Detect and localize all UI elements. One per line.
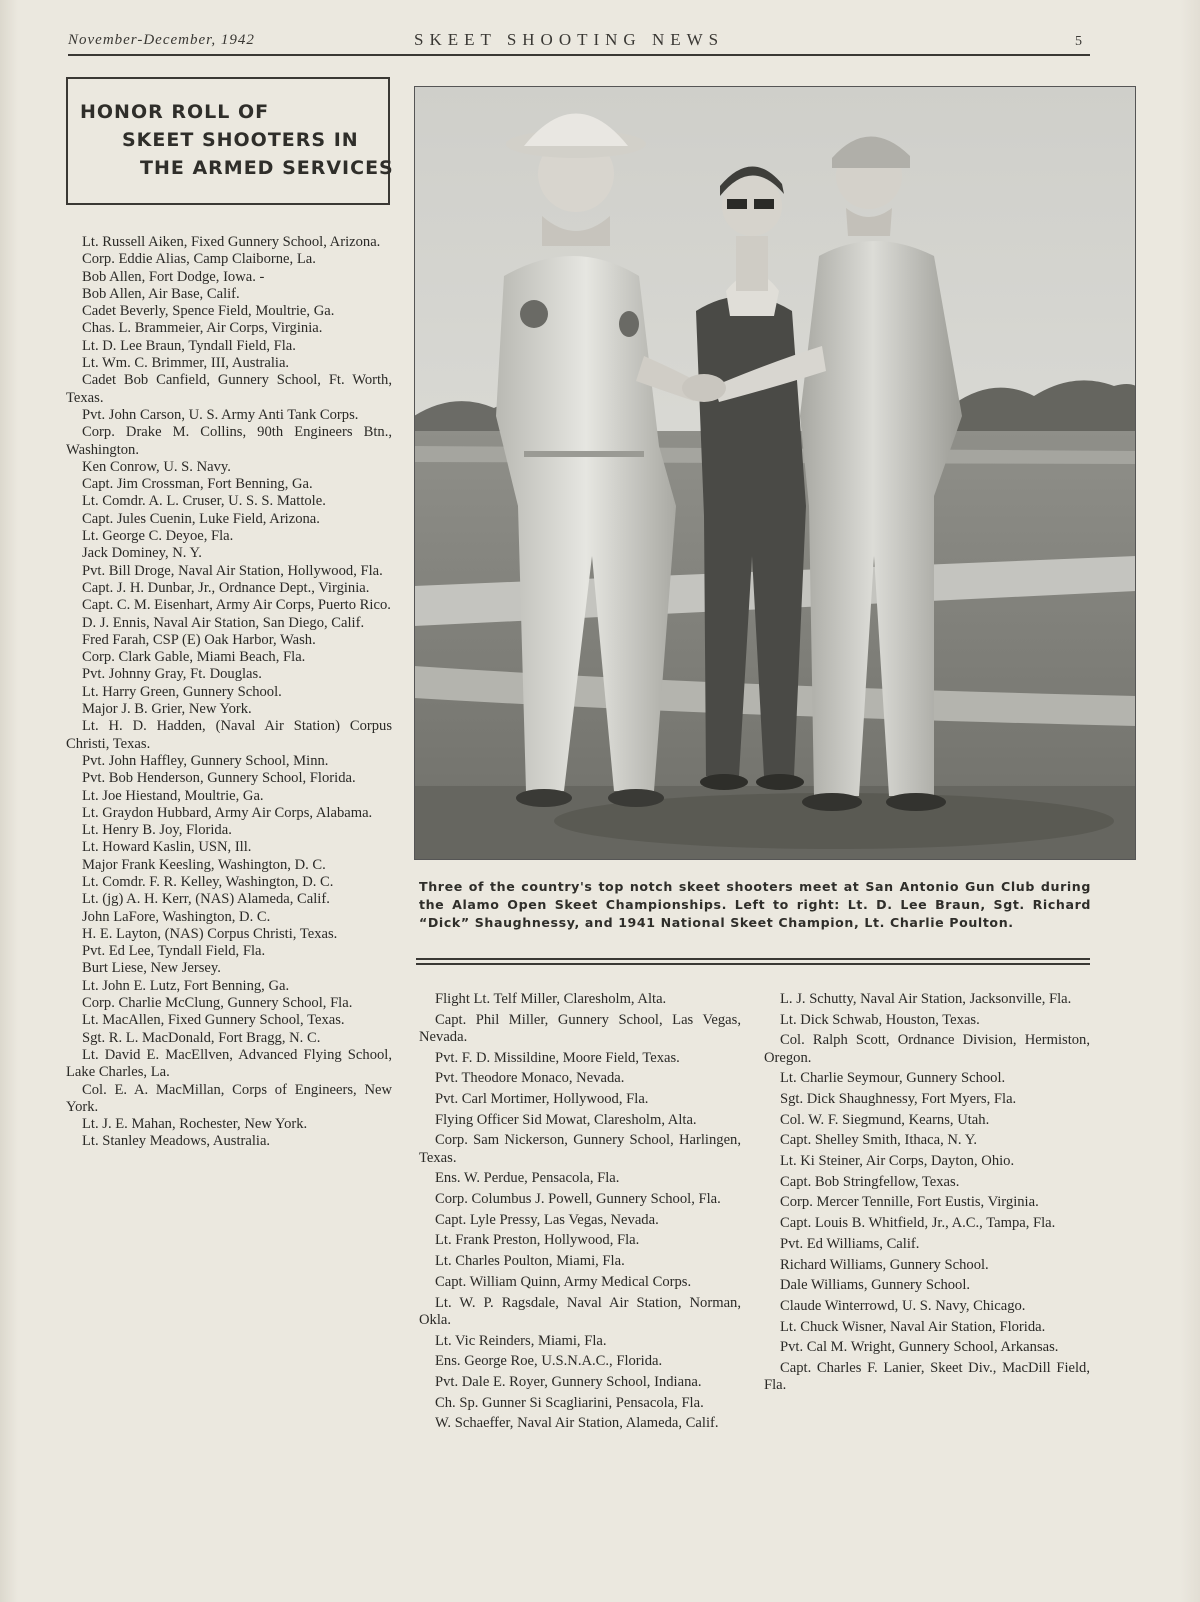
honor-roll-entry: Lt. H. D. Hadden, (Naval Air Station) Corpus Christi, Texas. [66, 718, 392, 752]
honor-roll-entry: John LaFore, Washington, D. C. [82, 908, 271, 925]
honor-roll-entry: Corp. Drake M. Collins, 90th Engineers Btn., Washington. [66, 424, 392, 458]
honor-roll-entry: Cadet Bob Canfield, Gunnery School, Ft. Worth, Texas. [66, 372, 392, 406]
honor-roll-entry: Lt. J. E. Mahan, Rochester, New York. [82, 1116, 308, 1133]
honor-roll-entry: Lt. Graydon Hubbard, Army Air Corps, Alabama. [82, 804, 373, 821]
honor-roll-entry: Pvt. Carl Mortimer, Hollywood, Fla. [435, 1091, 649, 1108]
honor-roll-heading-line-1: HONOR ROLL OF [80, 101, 270, 123]
honor-roll-entry: Lt. David E. MacEllven, Advanced Flying School, Lake Charles, La. [66, 1046, 392, 1081]
honor-roll-heading-line-3: THE ARMED SERVICES [140, 157, 394, 179]
honor-roll-entry: Pvt. Bob Henderson, Gunnery School, Florida. [82, 770, 356, 787]
honor-roll-entry: Lt. Harry Green, Gunnery School. [82, 683, 282, 700]
honor-roll-entry: Ens. George Roe, U.S.N.A.C., Florida. [435, 1353, 663, 1370]
honor-roll-entry: Bob Allen, Fort Dodge, Iowa. - [82, 268, 265, 285]
honor-roll-entry: Col. W. F. Siegmund, Kearns, Utah. [780, 1111, 990, 1128]
honor-roll-entry: Corp. Clark Gable, Miami Beach, Fla. [82, 649, 306, 666]
photo-caption: Three of the country's top notch skeet shooters meet at San Antonio Gun Club during the Alamo Open Skeet Championships. Left to right: Lt. D. Lee Braun, Sgt. Richard “Dick” Shaughnessy, and 1941 National Skeet Champion, Lt. Charlie Poulton. [419, 879, 1091, 930]
header-rule [68, 54, 1090, 56]
honor-roll-entry: Richard Williams, Gunnery School. [780, 1256, 989, 1273]
honor-roll-entry: Lt. W. P. Ragsdale, Naval Air Station, Norman, Okla. [419, 1294, 741, 1328]
honor-roll-column-3 [764, 991, 1090, 1398]
honor-roll-entry: Fred Farah, CSP (E) Oak Harbor, Wash. [82, 631, 316, 648]
honor-roll-entry: Dale Williams, Gunnery School. [780, 1277, 971, 1294]
honor-roll-entry: Pvt. John Haffley, Gunnery School, Minn. [82, 752, 329, 769]
honor-roll-entry: Jack Dominey, N. Y. [82, 545, 202, 562]
honor-roll-entry: Pvt. Cal M. Wright, Gunnery School, Arkansas. [780, 1339, 1059, 1356]
honor-roll-entry: W. Schaeffer, Naval Air Station, Alameda, Calif. [435, 1415, 719, 1432]
honor-roll-entry: Capt. J. H. Dunbar, Jr., Ordnance Dept., Virginia. [82, 579, 370, 596]
honor-roll-entry: Claude Winterrowd, U. S. Navy, Chicago. [780, 1297, 1026, 1314]
honor-roll-entry: Pvt. Johnny Gray, Ft. Douglas. [82, 666, 262, 683]
honor-roll-entry: Capt. Charles F. Lanier, Skeet Div., MacDill Field, Fla. [764, 1359, 1090, 1394]
honor-roll-entry: Col. E. A. MacMillan, Corps of Engineers, New York. [66, 1081, 392, 1115]
honor-roll-entry: Pvt. Bill Droge, Naval Air Station, Hollywood, Fla. [82, 562, 383, 579]
honor-roll-entry: Lt. Stanley Meadows, Australia. [82, 1133, 271, 1150]
honor-roll-entry: Capt. Shelley Smith, Ithaca, N. Y. [780, 1132, 977, 1149]
honor-roll-entry: Lt. Comdr. F. R. Kelley, Washington, D. C. [82, 873, 334, 890]
issue-date: November-December, 1942 [68, 32, 255, 48]
honor-roll-entry: Lt. MacAllen, Fixed Gunnery School, Texas. [82, 1012, 345, 1029]
honor-roll-entry: Corp. Sam Nickerson, Gunnery School, Harlingen, Texas. [419, 1132, 741, 1166]
honor-roll-heading-box [66, 77, 394, 205]
honor-roll-entry: Corp. Charlie McClung, Gunnery School, Fla. [82, 995, 353, 1012]
honor-roll-entry: Capt. Bob Stringfellow, Texas. [780, 1173, 960, 1190]
honor-roll-entry: Capt. William Quinn, Army Medical Corps. [435, 1273, 692, 1290]
honor-roll-entry: Lt. Dick Schwab, Houston, Texas. [780, 1011, 980, 1028]
honor-roll-entry: Lt. D. Lee Braun, Tyndall Field, Fla. [82, 337, 296, 354]
honor-roll-entry: Pvt. Ed Williams, Calif. [780, 1235, 920, 1252]
honor-roll-entry: Capt. C. M. Eisenhart, Army Air Corps, Puerto Rico. [82, 597, 391, 614]
honor-roll-entry: Lt. Henry B. Joy, Florida. [82, 822, 232, 839]
honor-roll-entry: Flying Officer Sid Mowat, Claresholm, Alta. [435, 1111, 697, 1128]
honor-roll-entry: Major Frank Keesling, Washington, D. C. [82, 856, 326, 873]
honor-roll-entry: Lt. Frank Preston, Hollywood, Fla. [435, 1232, 640, 1249]
honor-roll-entry: Ch. Sp. Gunner Si Scagliarini, Pensacola, Fla. [435, 1394, 704, 1411]
honor-roll-entry: Lt. Chuck Wisner, Naval Air Station, Florida. [780, 1318, 1046, 1335]
honor-roll-entry: Corp. Eddie Alias, Camp Claiborne, La. [82, 251, 316, 268]
honor-roll-entry: Col. Ralph Scott, Ordnance Division, Hermiston, Oregon. [764, 1032, 1090, 1066]
honor-roll-entry: Lt. Vic Reinders, Miami, Fla. [435, 1332, 607, 1349]
honor-roll-entry: Capt. Jules Cuenin, Luke Field, Arizona. [82, 510, 320, 527]
page-number: 5 [1075, 34, 1082, 49]
honor-roll-entry: Sgt. R. L. MacDonald, Fort Bragg, N. C. [82, 1029, 321, 1046]
honor-roll-column-1 [66, 234, 392, 1151]
honor-roll-entry: Lt. Wm. C. Brimmer, III, Australia. [82, 355, 290, 372]
honor-roll-entry: Burt Liese, New Jersey. [82, 960, 221, 977]
section-rule-top [416, 958, 1090, 960]
honor-roll-heading-line-2: SKEET SHOOTERS IN [122, 129, 359, 151]
honor-roll-entry: Lt. John E. Lutz, Fort Benning, Ga. [82, 977, 290, 994]
honor-roll-entry: Capt. Jim Crossman, Fort Benning, Ga. [82, 476, 313, 493]
honor-roll-entry: Sgt. Dick Shaughnessy, Fort Myers, Fla. [780, 1091, 1017, 1108]
honor-roll-entry: Lt. George C. Deyoe, Fla. [82, 528, 234, 545]
honor-roll-column-2 [419, 991, 741, 1436]
honor-roll-entry: Pvt. Ed Lee, Tyndall Field, Fla. [82, 943, 266, 960]
honor-roll-entry: Flight Lt. Telf Miller, Claresholm, Alta. [435, 991, 667, 1007]
photo-illustration [414, 86, 1136, 860]
honor-roll-entry: Ens. W. Perdue, Pensacola, Fla. [435, 1170, 620, 1187]
honor-roll-entry: Ken Conrow, U. S. Navy. [82, 458, 231, 475]
honor-roll-entry: Lt. Comdr. A. L. Cruser, U. S. S. Mattole. [82, 493, 326, 510]
honor-roll-entry: Lt. Charles Poulton, Miami, Fla. [435, 1253, 625, 1270]
honor-roll-entry: Pvt. Theodore Monaco, Nevada. [435, 1070, 625, 1087]
honor-roll-entry: H. E. Layton, (NAS) Corpus Christi, Texas. [82, 925, 338, 942]
honor-roll-entry: Lt. Charlie Seymour, Gunnery School. [780, 1070, 1006, 1087]
honor-roll-entry: Pvt. F. D. Missildine, Moore Field, Texas. [435, 1049, 680, 1066]
honor-roll-entry: Corp. Columbus J. Powell, Gunnery School, Fla. [435, 1191, 721, 1208]
photograph-three-skeet-shooters [414, 86, 1136, 860]
honor-roll-entry: Bob Allen, Air Base, Calif. [82, 285, 240, 302]
honor-roll-entry: Lt. (jg) A. H. Kerr, (NAS) Alameda, Calif. [82, 891, 330, 908]
honor-roll-entry: Corp. Mercer Tennille, Fort Eustis, Virginia. [780, 1194, 1039, 1211]
honor-roll-entry: Cadet Beverly, Spence Field, Moultrie, Ga. [82, 303, 335, 320]
honor-roll-entry: Lt. Ki Steiner, Air Corps, Dayton, Ohio. [780, 1153, 1015, 1170]
honor-roll-entry: D. J. Ennis, Naval Air Station, San Diego, Calif. [82, 614, 365, 631]
honor-roll-entry: Lt. Russell Aiken, Fixed Gunnery School, Arizona. [82, 234, 381, 250]
honor-roll-entry: Capt. Lyle Pressy, Las Vegas, Nevada. [435, 1211, 659, 1228]
honor-roll-entry: Lt. Joe Hiestand, Moultrie, Ga. [82, 787, 264, 804]
honor-roll-entry: Capt. Phil Miller, Gunnery School, Las Vegas, Nevada. [419, 1011, 741, 1045]
honor-roll-entry: Major J. B. Grier, New York. [82, 701, 252, 718]
honor-roll-entry: Pvt. John Carson, U. S. Army Anti Tank Corps. [82, 406, 359, 423]
honor-roll-entry: L. J. Schutty, Naval Air Station, Jacksonville, Fla. [780, 991, 1072, 1007]
honor-roll-entry: Pvt. Dale E. Royer, Gunnery School, Indiana. [435, 1373, 702, 1390]
honor-roll-entry: Lt. Howard Kaslin, USN, Ill. [82, 839, 252, 856]
honor-roll-entry: Chas. L. Brammeier, Air Corps, Virginia. [82, 320, 323, 337]
honor-roll-entry: Capt. Louis B. Whitfield, Jr., A.C., Tampa, Fla. [780, 1215, 1056, 1232]
section-rule-bottom [416, 963, 1090, 965]
magazine-title: SKEET SHOOTING NEWS [414, 30, 725, 49]
